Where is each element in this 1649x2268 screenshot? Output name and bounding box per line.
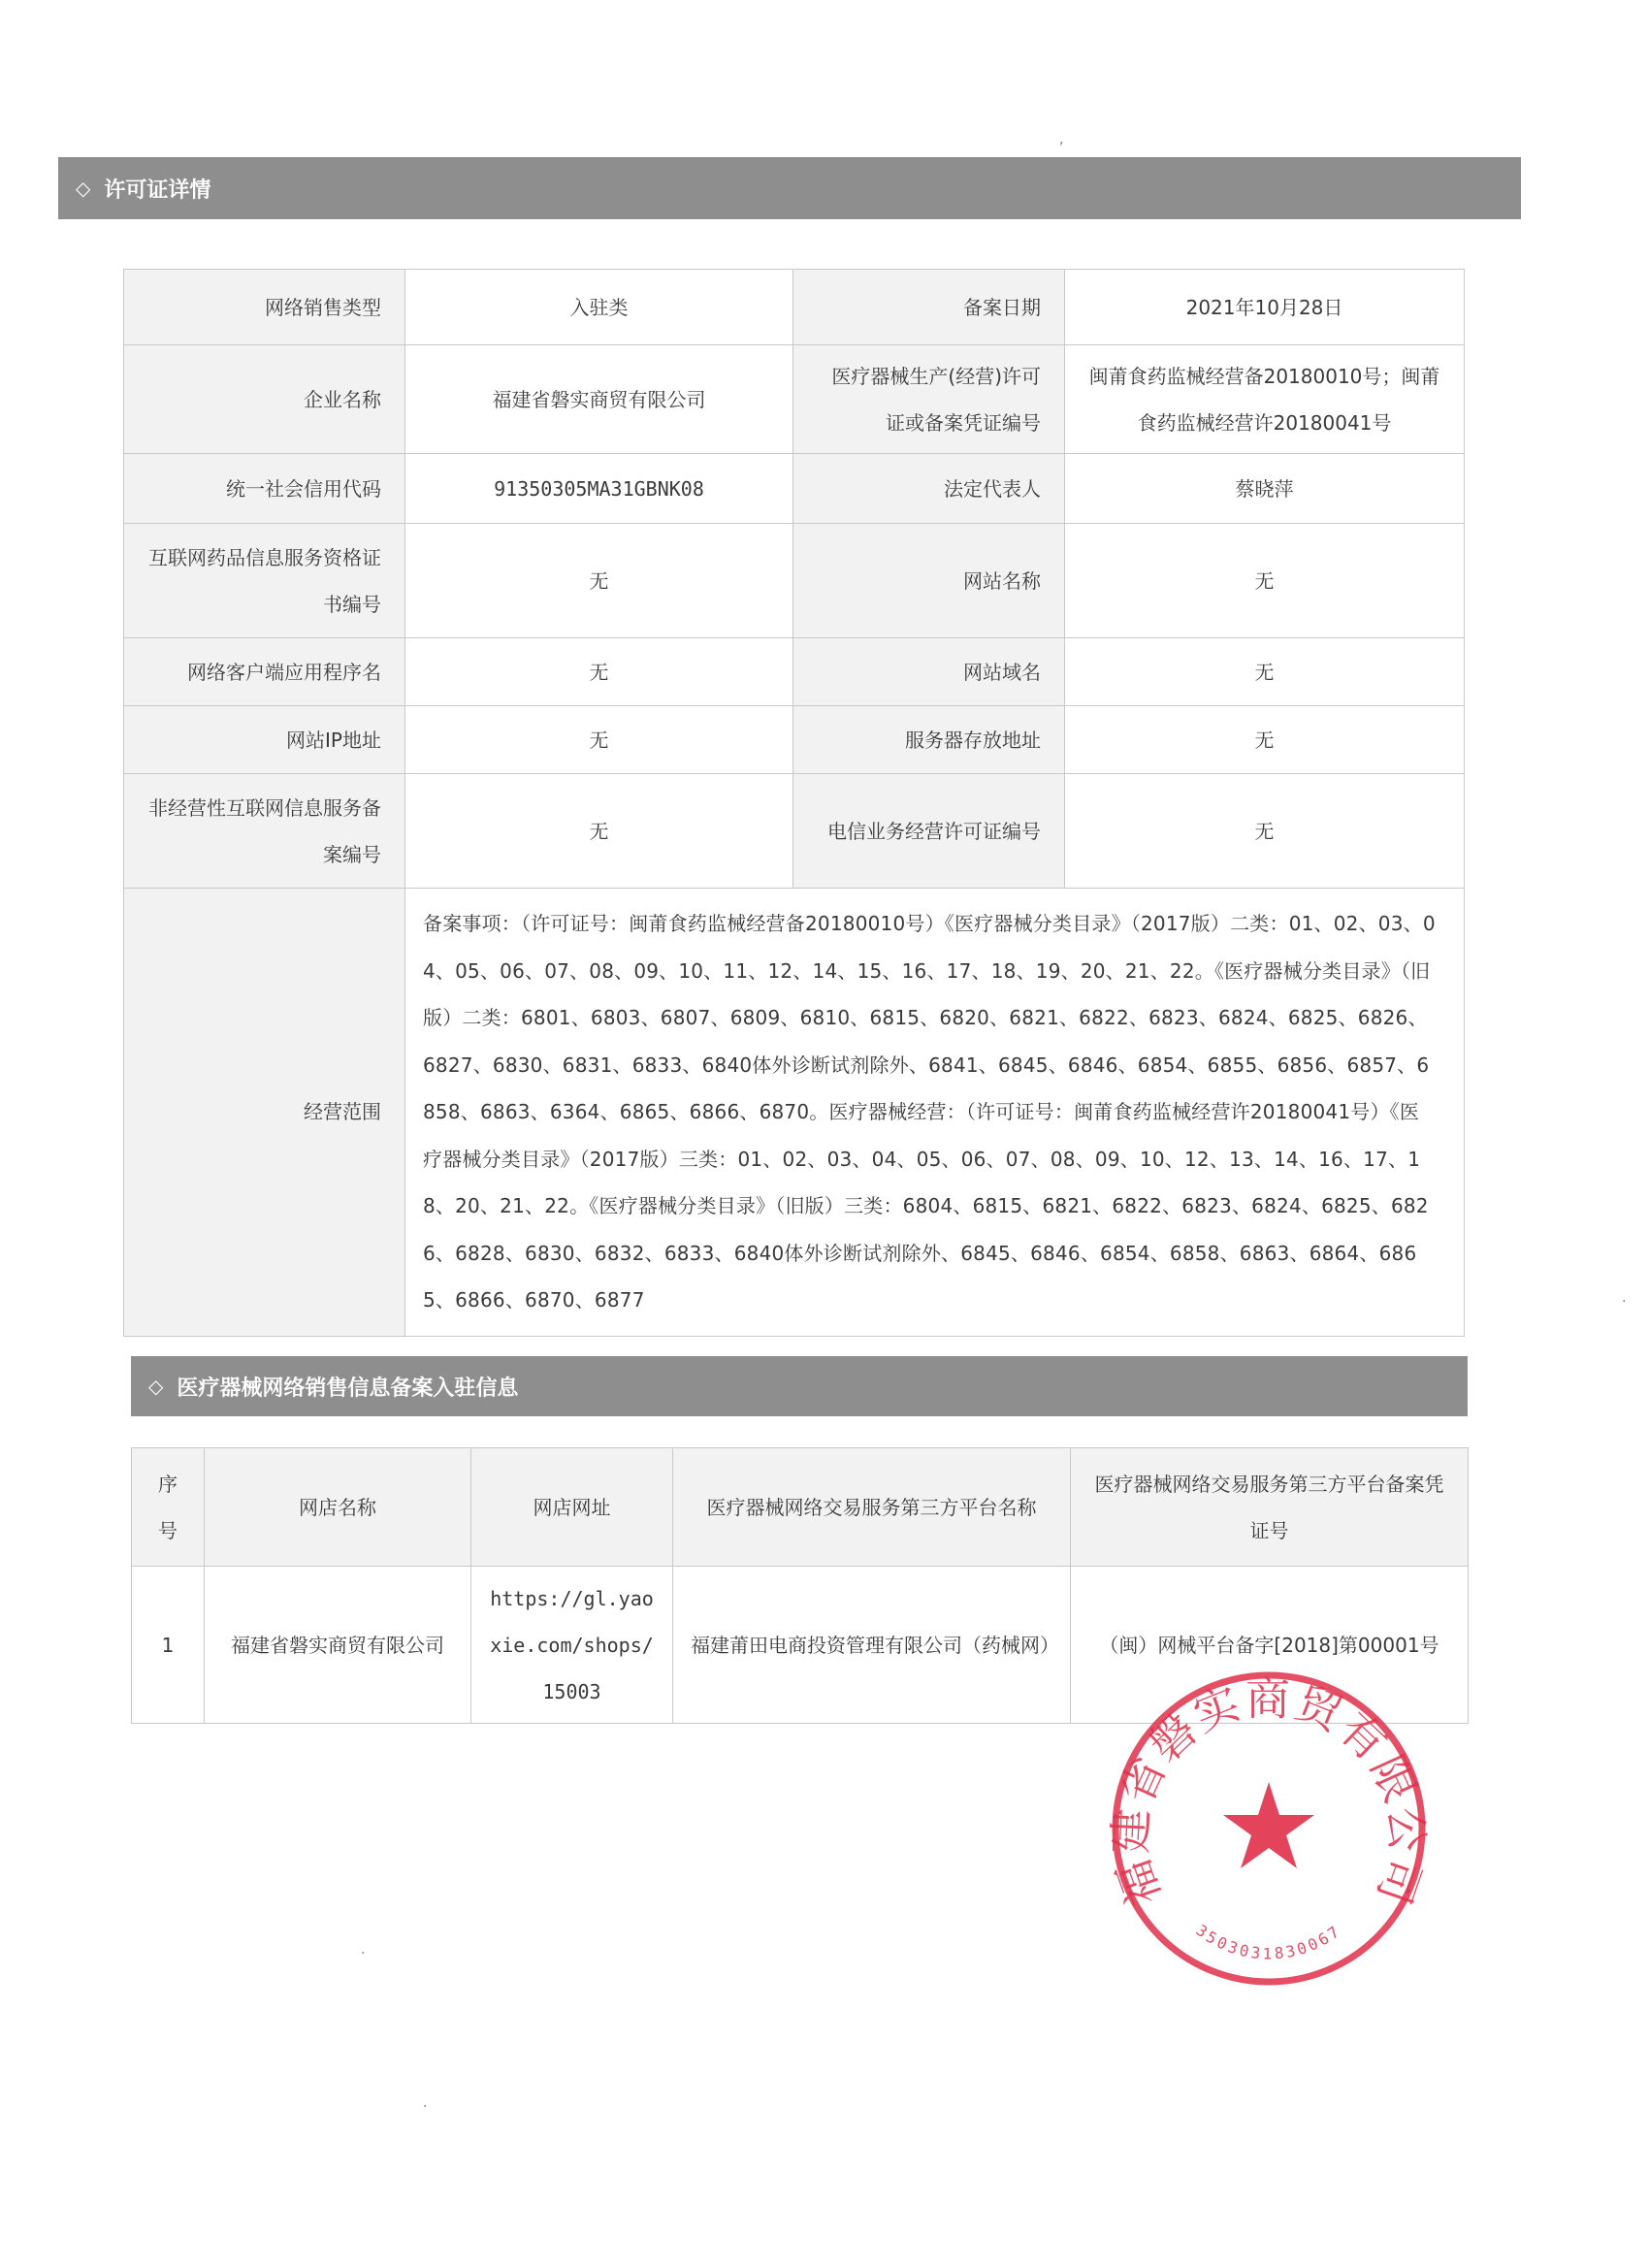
value-ip-address: 无 — [405, 706, 793, 774]
value-domain: 无 — [1065, 638, 1465, 706]
seal-code-text: 3503031830067 — [1192, 1921, 1345, 1963]
section-title: 许可证详情 — [104, 178, 211, 203]
label-license-number: 医疗器械生产(经营)许可证或备案凭证编号 — [793, 345, 1065, 454]
cell-shop-url[interactable]: https://gl.yaoxie.com/shops/15003 — [471, 1567, 673, 1724]
label-ip-address: 网站IP地址 — [124, 706, 405, 774]
table-row — [124, 345, 1465, 454]
scan-speck: . — [423, 2095, 428, 2111]
value-telecom-license: 无 — [1065, 774, 1465, 889]
label-app-name: 网络客户端应用程序名 — [124, 638, 405, 706]
diamond-icon: ◇ — [76, 177, 91, 200]
table-row — [124, 454, 1465, 524]
value-license-number: 闽莆食药监械经营备20180010号；闽莆食药监械经营许20180041号 — [1065, 345, 1465, 454]
label-business-scope: 经营范围 — [124, 889, 405, 1337]
table-row — [124, 270, 1465, 345]
value-legal-rep: 蔡晓萍 — [1065, 454, 1465, 524]
scan-speck: . — [361, 1942, 366, 1958]
header-shop-url: 网店网址 — [471, 1448, 673, 1567]
header-index: 序号 — [132, 1448, 205, 1567]
label-internet-drug-cert: 互联网药品信息服务资格证书编号 — [124, 524, 405, 638]
value-noncommercial-record: 无 — [405, 774, 793, 889]
diamond-icon: ◇ — [148, 1375, 164, 1398]
label-telecom-license: 电信业务经营许可证编号 — [793, 774, 1065, 889]
cell-shop-name: 福建省磐实商贸有限公司 — [205, 1567, 471, 1724]
section-header-shop-record — [131, 1356, 1468, 1416]
value-website-name: 无 — [1065, 524, 1465, 638]
table-row — [124, 889, 1465, 1337]
table-row — [124, 774, 1465, 889]
scan-speck: . — [1622, 1290, 1627, 1306]
table-header-row — [132, 1448, 1469, 1567]
value-internet-drug-cert: 无 — [405, 524, 793, 638]
value-app-name: 无 — [405, 638, 793, 706]
value-server-address: 无 — [1065, 706, 1465, 774]
cell-platform-record: （闽）网械平台备字[2018]第00001号 — [1071, 1567, 1469, 1724]
value-record-date: 2021年10月28日 — [1065, 270, 1465, 345]
cell-index: 1 — [132, 1567, 205, 1724]
company-seal-stamp — [1104, 1664, 1434, 1993]
header-platform-record: 医疗器械网络交易服务第三方平台备案凭证号 — [1071, 1448, 1469, 1567]
label-record-date: 备案日期 — [793, 270, 1065, 345]
cell-platform-name: 福建莆田电商投资管理有限公司（药械网） — [673, 1567, 1071, 1724]
value-credit-code: 91350305MA31GBNK08 — [405, 454, 793, 524]
license-table — [123, 269, 1465, 1337]
value-sales-type: 入驻类 — [405, 270, 793, 345]
label-credit-code: 统一社会信用代码 — [124, 454, 405, 524]
scan-speck: , — [1059, 132, 1064, 147]
label-noncommercial-record: 非经营性互联网信息服务备案编号 — [124, 774, 405, 889]
table-row — [124, 706, 1465, 774]
table-row — [124, 638, 1465, 706]
header-platform-name: 医疗器械网络交易服务第三方平台名称 — [673, 1448, 1071, 1567]
section-title: 医疗器械网络销售信息备案入驻信息 — [177, 1376, 519, 1401]
value-company-name: 福建省磐实商贸有限公司 — [405, 345, 793, 454]
label-sales-type: 网络销售类型 — [124, 270, 405, 345]
star-icon — [1223, 1782, 1314, 1868]
label-domain: 网站域名 — [793, 638, 1065, 706]
header-shop-name: 网店名称 — [205, 1448, 471, 1567]
seal-company-text: 福建省磐实商贸有限公司 — [1104, 1672, 1434, 1913]
section-header-license — [58, 157, 1521, 219]
value-business-scope: 备案事项：（许可证号：闽莆食药监械经营备20180010号）《医疗器械分类目录》（2017版）二类：01、02、03、04、05、06、07、08、09、10、11、12、14、15、16、17、18、19、20、21、22。《医疗器械分类目录》（旧版）二类：6801、6803、6807、6809、6810、6815、6820、6821、6822、6823、6824、6825、6826、6827、6830、6831、6833、6840体外诊断试剂除外、6841、6845、6846、6854、6855、6856、6857、6858、6863、6364、6865、6866、6870。医疗器械经营：（许可证号：闽莆食药监械经营许20180041号）《医疗器械分类目录》（2017版）三类：01、02、03、04、05、06、07、08、09、10、12、13、14、16、17、18、20、21、22。《医疗器械分类目录》（旧版）三类：6804、6815、6821、6822、6823、6824、6825、6826、6828、6830、6832、6833、6840体外诊断试剂除外、6845、6846、6854、6858、6863、6864、6865、6866、6870、6877 — [405, 889, 1465, 1337]
label-company-name: 企业名称 — [124, 345, 405, 454]
label-website-name: 网站名称 — [793, 524, 1065, 638]
table-row — [124, 524, 1465, 638]
label-server-address: 服务器存放地址 — [793, 706, 1065, 774]
label-legal-rep: 法定代表人 — [793, 454, 1065, 524]
